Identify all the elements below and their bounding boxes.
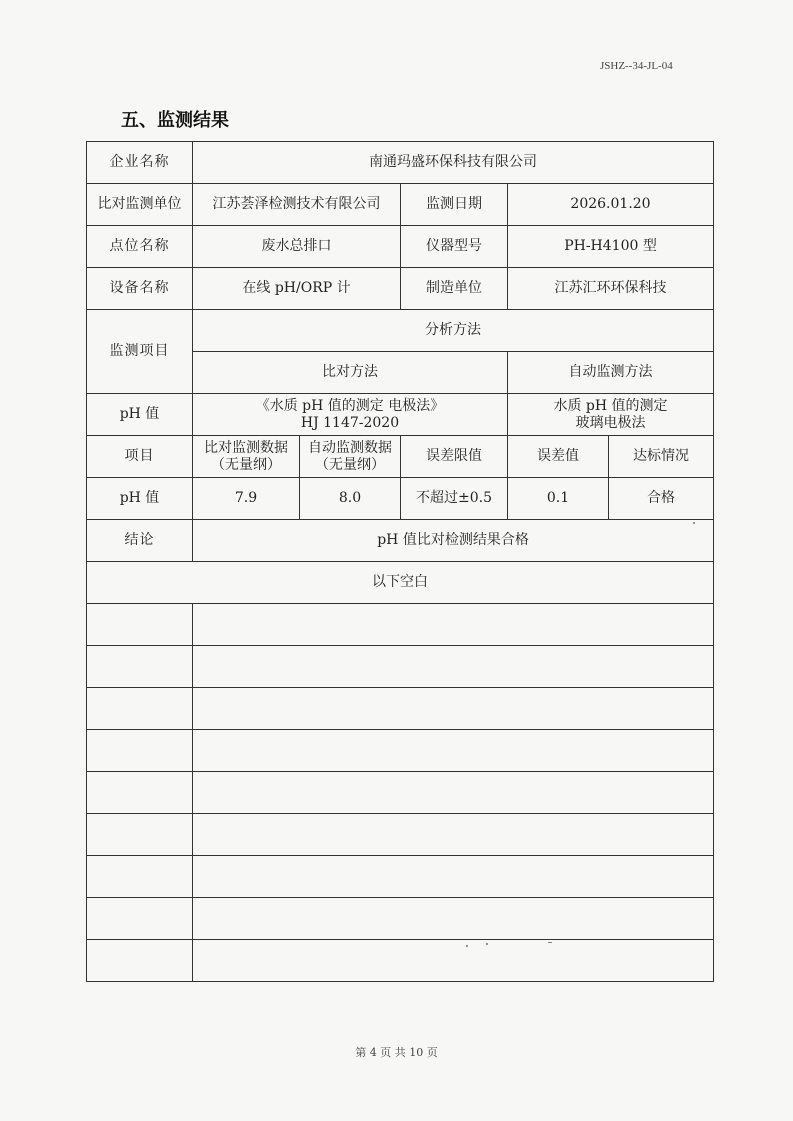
monitor-date-value: 2026.01.20: [508, 184, 714, 226]
result-item: pH 值: [87, 478, 193, 520]
manufacturer-label: 制造单位: [401, 268, 508, 310]
auto-data-header: 自动监测数据（无量纲）: [300, 436, 401, 478]
monitor-date-label: 监测日期: [401, 184, 508, 226]
row-enterprise: [87, 142, 714, 184]
blank-cell: [87, 646, 193, 688]
row-conclusion: [87, 520, 714, 562]
point-name-label: 点位名称: [87, 226, 193, 268]
ph-method-label: pH 值: [87, 394, 193, 436]
scan-speck: [486, 943, 488, 945]
comparison-data-header: 比对监测数据（无量纲）: [193, 436, 300, 478]
row-device: [87, 268, 714, 310]
blank-cell: [87, 688, 193, 730]
blank-cell: [193, 772, 714, 814]
blank-row: [87, 604, 714, 646]
auto-method-header: 自动监测方法: [508, 352, 714, 394]
blank-cell: [193, 646, 714, 688]
blank-cell: [193, 604, 714, 646]
auto-method-line2: 玻璃电极法: [575, 414, 646, 431]
enterprise-name-value: 南通玛盛环保科技有限公司: [193, 142, 714, 184]
result-auto-value: 8.0: [300, 478, 401, 520]
row-result-headers: [87, 436, 714, 478]
manufacturer-value: 江苏汇环环保科技: [508, 268, 714, 310]
blank-cell: [193, 856, 714, 898]
blank-cell: [87, 772, 193, 814]
result-error-limit: 不超过±0.5: [401, 478, 508, 520]
row-comparison-unit: [87, 184, 714, 226]
instrument-model-value: PH-H4100 型: [508, 226, 714, 268]
comparison-method-value: [193, 394, 508, 436]
blank-cell: [87, 940, 193, 982]
scan-speck: [693, 522, 695, 524]
row-point: [87, 226, 714, 268]
blank-row: [87, 814, 714, 856]
blank-cell: [193, 940, 714, 982]
auto-method-line1: 水质 pH 值的测定: [553, 397, 668, 414]
scan-speck: [548, 942, 552, 943]
device-name-label: 设备名称: [87, 268, 193, 310]
blank-cell: [87, 814, 193, 856]
blank-cell: [193, 688, 714, 730]
blank-cell: [193, 730, 714, 772]
result-comparison-value: 7.9: [193, 478, 300, 520]
row-blank-note: [87, 562, 714, 604]
row-ph-methods: [87, 394, 714, 436]
analysis-method-header: 分析方法: [193, 310, 714, 352]
comparison-unit-label: 比对监测单位: [87, 184, 193, 226]
blank-note: 以下空白: [87, 562, 714, 604]
enterprise-name-label: 企业名称: [87, 142, 193, 184]
result-error-value: 0.1: [508, 478, 609, 520]
row-analysis-method: [87, 310, 714, 352]
page-footer: 第 4 页 共 10 页: [355, 1046, 438, 1059]
monitoring-result-table: [86, 141, 714, 982]
device-name-value: 在线 pH/ORP 计: [193, 268, 401, 310]
comparison-method-line2: HJ 1147-2020: [300, 414, 400, 431]
blank-row: [87, 898, 714, 940]
blank-cell: [87, 730, 193, 772]
conclusion-label: 结论: [87, 520, 193, 562]
blank-cell: [193, 814, 714, 856]
row-ph-result: [87, 478, 714, 520]
blank-row: [87, 856, 714, 898]
comparison-method-header: 比对方法: [193, 352, 508, 394]
blank-cell: [193, 898, 714, 940]
blank-row: [87, 940, 714, 982]
blank-row: [87, 688, 714, 730]
blank-cell: [87, 898, 193, 940]
document-code: JSHZ--34-JL-04: [600, 60, 673, 72]
comparison-unit-value: 江苏荟泽检测技术有限公司: [193, 184, 401, 226]
compliance-header: 达标情况: [609, 436, 714, 478]
blank-row: [87, 730, 714, 772]
item-header: 项目: [87, 436, 193, 478]
blank-cell: [87, 856, 193, 898]
instrument-model-label: 仪器型号: [401, 226, 508, 268]
point-name-value: 废水总排口: [193, 226, 401, 268]
auto-method-value: [508, 394, 714, 436]
blank-cell: [87, 604, 193, 646]
section-title: 五、监测结果: [121, 110, 229, 131]
scan-speck: [466, 945, 468, 947]
error-limit-header: 误差限值: [401, 436, 508, 478]
result-compliance: 合格: [609, 478, 714, 520]
conclusion-value: pH 值比对检测结果合格: [193, 520, 714, 562]
comparison-method-line1: 《水质 pH 值的测定 电极法》: [255, 397, 445, 414]
error-value-header: 误差值: [508, 436, 609, 478]
monitor-item-label: 监测项目: [87, 310, 193, 394]
blank-row: [87, 772, 714, 814]
blank-row: [87, 646, 714, 688]
